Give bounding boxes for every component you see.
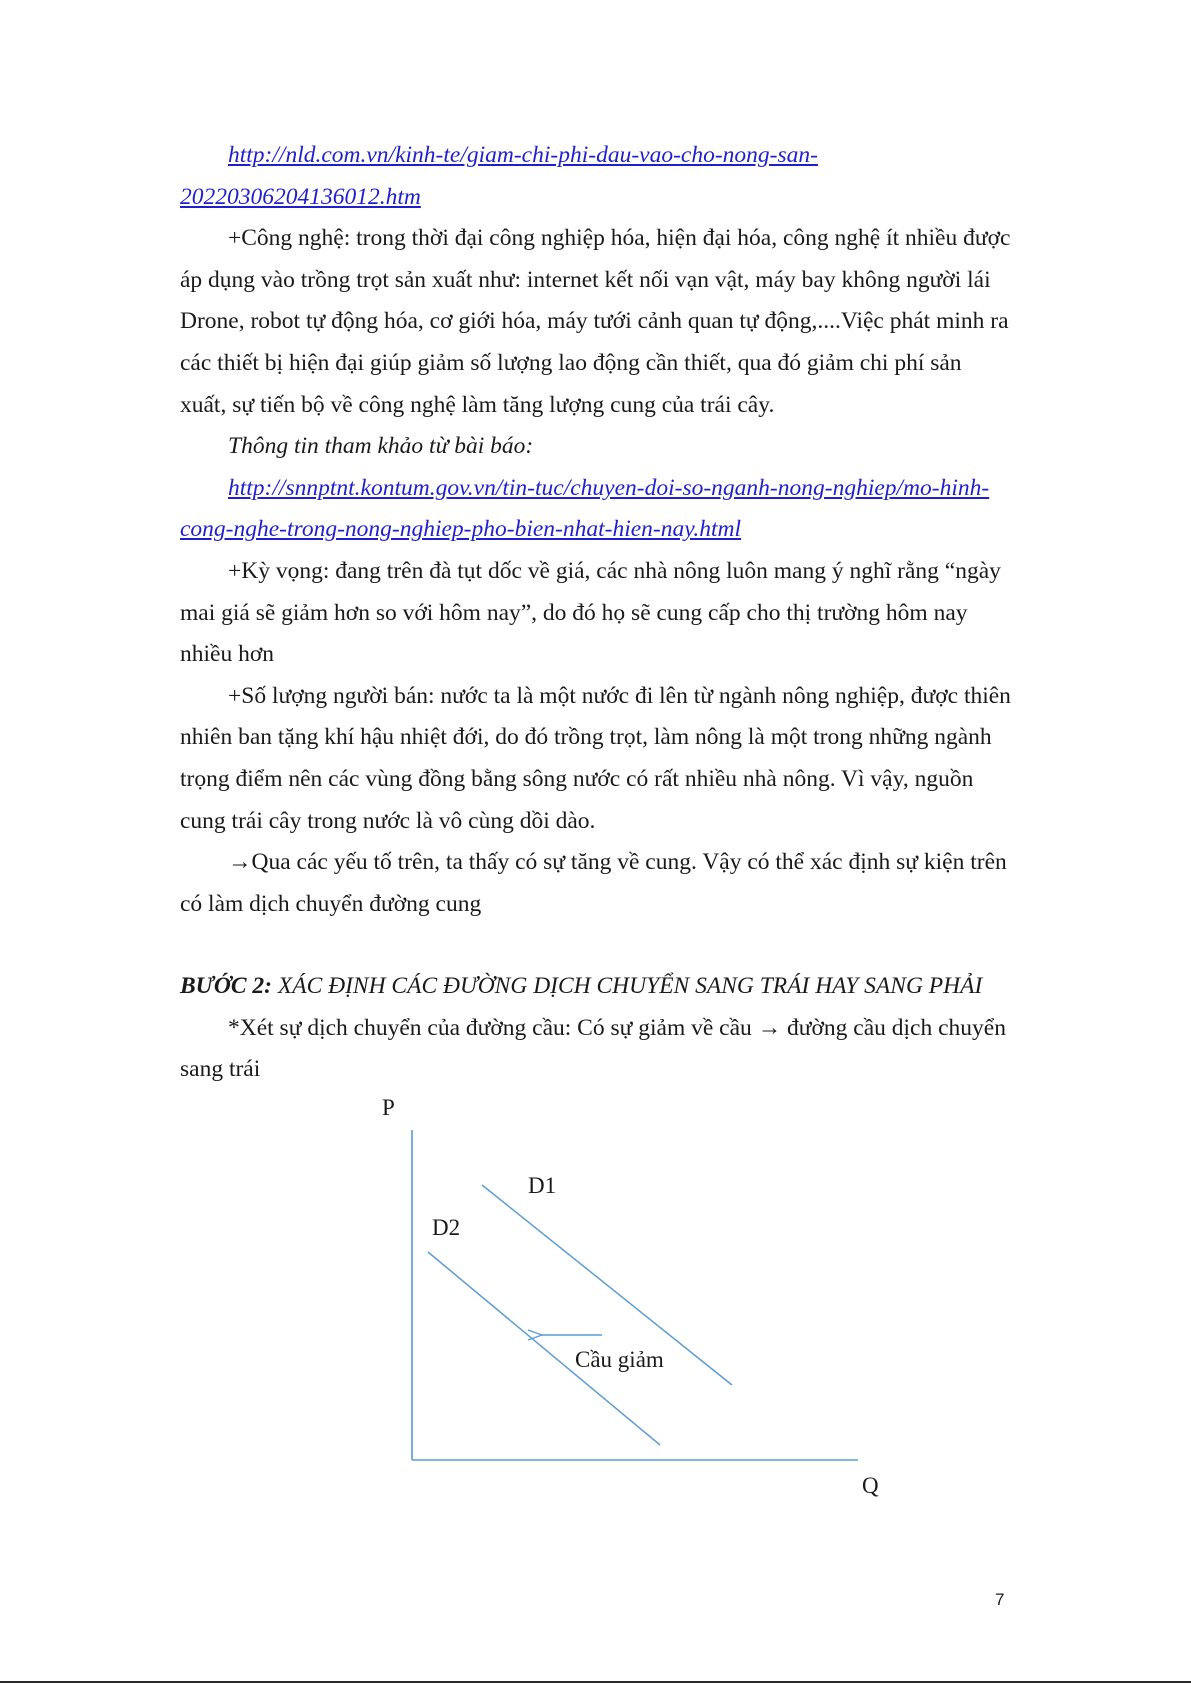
- paragraph-technology: +Công nghệ: trong thời đại công nghiệp hóa, hiện đại hóa, công nghệ ít nhiều được áp dụng vào trồng trọt sản xuất như: internet kết nối vạn vật, máy bay không người lái Drone, robot tự động hóa, cơ giới hóa, máy tưới cảnh quan tự động,....Việc phát minh ra các thiết bị hiện đại giúp giảm số lượng lao động cần thiết, qua đó giảm chi phí sản xuất, sự tiến bộ về công nghệ làm tăng lượng cung của trái cây.: [180, 225, 1011, 418]
- section-heading-step2: [180, 966, 1012, 1008]
- reference-link-nld[interactable]: http://nld.com.vn/kinh-te/giam-chi-phi-dau-vao-cho-nong-san-20220306204136012.htm: [180, 142, 818, 210]
- shift-label: Cầu giảm: [575, 1347, 664, 1372]
- demand-curve-d1-label: D1: [528, 1173, 557, 1198]
- demand-curve-d2-label: D2: [432, 1215, 461, 1240]
- bottom-rule: [0, 1681, 1191, 1683]
- step2-title: XÁC ĐỊNH CÁC ĐƯỜNG DỊCH CHUYỂN SANG TRÁI HAY SANG PHẢI: [271, 973, 983, 1000]
- demand-shift-diagram: [370, 1095, 890, 1515]
- diagram-svg: [370, 1095, 890, 1515]
- price-axis-label: P: [382, 1095, 395, 1120]
- page-number: 7: [995, 1590, 1005, 1609]
- paragraph-conclusion: →Qua các yếu tố trên, ta thấy có sự tăng về cung. Vậy có thể xác định sự kiện trên có làm dịch chuyển đường cung: [180, 849, 1007, 917]
- paragraph-demand-shift: *Xét sự dịch chuyển của đường cầu: Có sự giảm về cầu → đường cầu dịch chuyển sang trái: [180, 1014, 1006, 1083]
- step2-label: BƯỚC 2:: [180, 973, 272, 1000]
- quantity-axis-label: Q: [862, 1473, 879, 1498]
- reference-link-kontum[interactable]: http://snnptnt.kontum.gov.vn/tin-tuc/chuyen-doi-so-nganh-nong-nghiep/mo-hinh-cong-nghe-trong-nong-nghiep-pho-bien-nhat-hien-nay.html: [180, 474, 990, 543]
- paragraph-sellers: +Số lượng người bán: nước ta là một nước đi lên từ ngành nông nghiệp, được thiên nhiên ban tặng khí hậu nhiệt đới, do đó trồng trọt, làm nông là một trong những ngành trọng điểm nên các vùng đồng bằng sông nước có rất nhiều nhà nông. Vì vậy, nguồn cung trái cây trong nước là vô cùng dồi dào.: [180, 682, 1011, 834]
- paragraph-expectation: +Kỳ vọng: đang trên đà tụt dốc về giá, các nhà nông luôn mang ý nghĩ rằng “ngày mai giá sẽ giảm hơn so với hôm nay”, do đó họ sẽ cung cấp cho thị trường hôm nay nhiều hơn: [180, 557, 1001, 668]
- reference-label: Thông tin tham khảo từ bài báo:: [228, 433, 534, 460]
- page-body: [180, 135, 1012, 1091]
